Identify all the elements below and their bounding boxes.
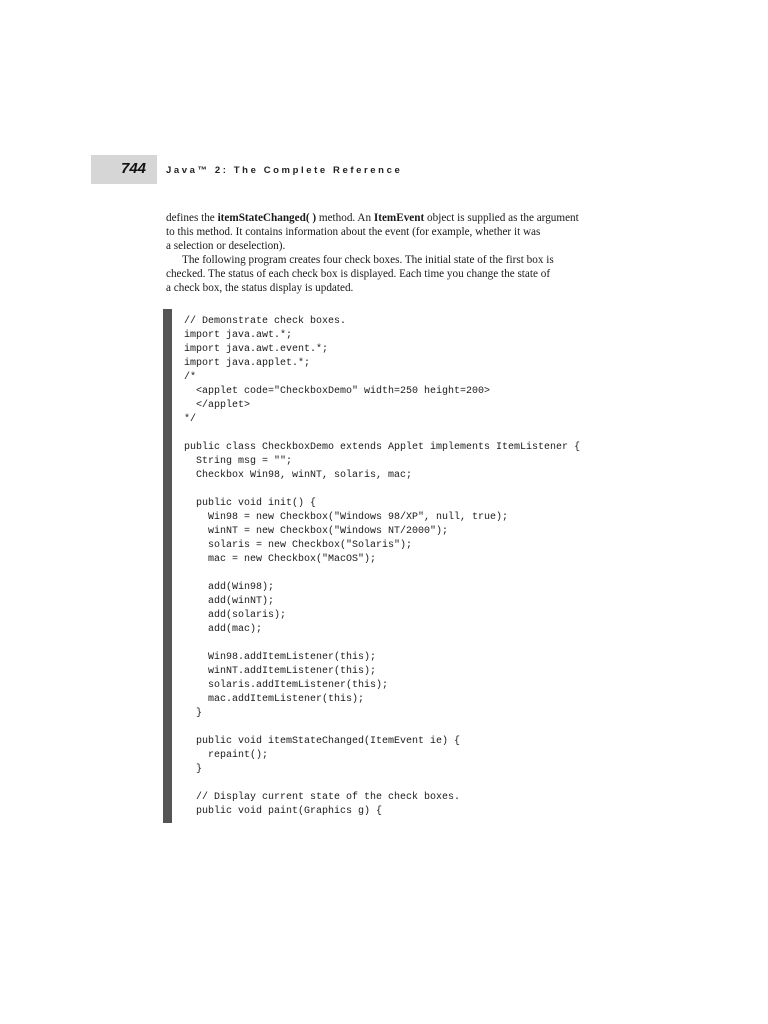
code-line: add(solaris);	[184, 610, 287, 621]
para1-bold-class: ItemEvent	[373, 212, 425, 224]
para1-bold-method: itemStateChanged( )	[217, 212, 317, 224]
code-line: winNT.addItemListener(this);	[184, 666, 377, 677]
code-line: </applet>	[184, 400, 251, 411]
code-line: solaris.addItemListener(this);	[184, 680, 389, 691]
code-line: public void init() {	[184, 498, 317, 509]
paragraph-2	[166, 253, 606, 295]
code-line: // Demonstrate check boxes.	[184, 316, 347, 327]
code-line	[184, 567, 580, 581]
code-listing	[184, 315, 580, 819]
para1-text-1: defines the	[166, 212, 218, 224]
code-line	[184, 637, 580, 651]
code-line: }	[184, 764, 203, 775]
code-line: repaint();	[184, 750, 269, 761]
para2-line-3: a check box, the status display is updated.	[166, 282, 354, 294]
code-line: add(winNT);	[184, 596, 275, 607]
code-line: */	[184, 414, 197, 425]
code-line	[184, 777, 580, 791]
code-line: }	[184, 708, 203, 719]
page-number: 744	[121, 160, 147, 177]
code-listing-bar	[163, 309, 172, 823]
code-line: import java.awt.*;	[184, 330, 293, 341]
code-line: public void paint(Graphics g) {	[184, 806, 383, 817]
code-line: public void itemStateChanged(ItemEvent ie) {	[184, 736, 461, 747]
code-line: winNT = new Checkbox("Windows NT/2000");	[184, 526, 449, 537]
code-line: add(Win98);	[184, 582, 275, 593]
running-title: Java™ 2: The Complete Reference	[166, 165, 403, 176]
code-line: mac = new Checkbox("MacOS");	[184, 554, 377, 565]
code-line: solaris = new Checkbox("Solaris");	[184, 540, 413, 551]
code-line: Checkbox Win98, winNT, solaris, mac;	[184, 470, 413, 481]
paragraph-1	[166, 211, 606, 253]
body-text	[166, 211, 606, 295]
code-line	[184, 483, 580, 497]
code-line: import java.applet.*;	[184, 358, 311, 369]
para2-line-2: checked. The status of each check box is displayed. Each time you change the state of	[166, 268, 551, 280]
code-line: // Display current state of the check boxes.	[184, 792, 461, 803]
para1-line-2: to this method. It contains information about the event (for example, whether it was	[166, 226, 541, 238]
code-line: <applet code="CheckboxDemo" width=250 height=200>	[184, 386, 491, 397]
code-line	[184, 721, 580, 735]
code-line	[184, 427, 580, 441]
para1-text-2: method. An	[316, 212, 374, 224]
para2-line-1: The following program creates four check boxes. The initial state of the first box is	[182, 254, 554, 266]
code-line: Win98 = new Checkbox("Windows 98/XP", null, true);	[184, 512, 509, 523]
code-line: Win98.addItemListener(this);	[184, 652, 377, 663]
code-line: mac.addItemListener(this);	[184, 694, 365, 705]
para1-line-3: a selection or deselection).	[166, 240, 286, 252]
para1-text-3: object is supplied as the argument	[424, 212, 579, 224]
code-line: import java.awt.event.*;	[184, 344, 329, 355]
code-line: public class CheckboxDemo extends Applet implements ItemListener {	[184, 442, 581, 453]
code-line: String msg = "";	[184, 456, 293, 467]
code-line: /*	[184, 372, 197, 383]
code-line: add(mac);	[184, 624, 263, 635]
